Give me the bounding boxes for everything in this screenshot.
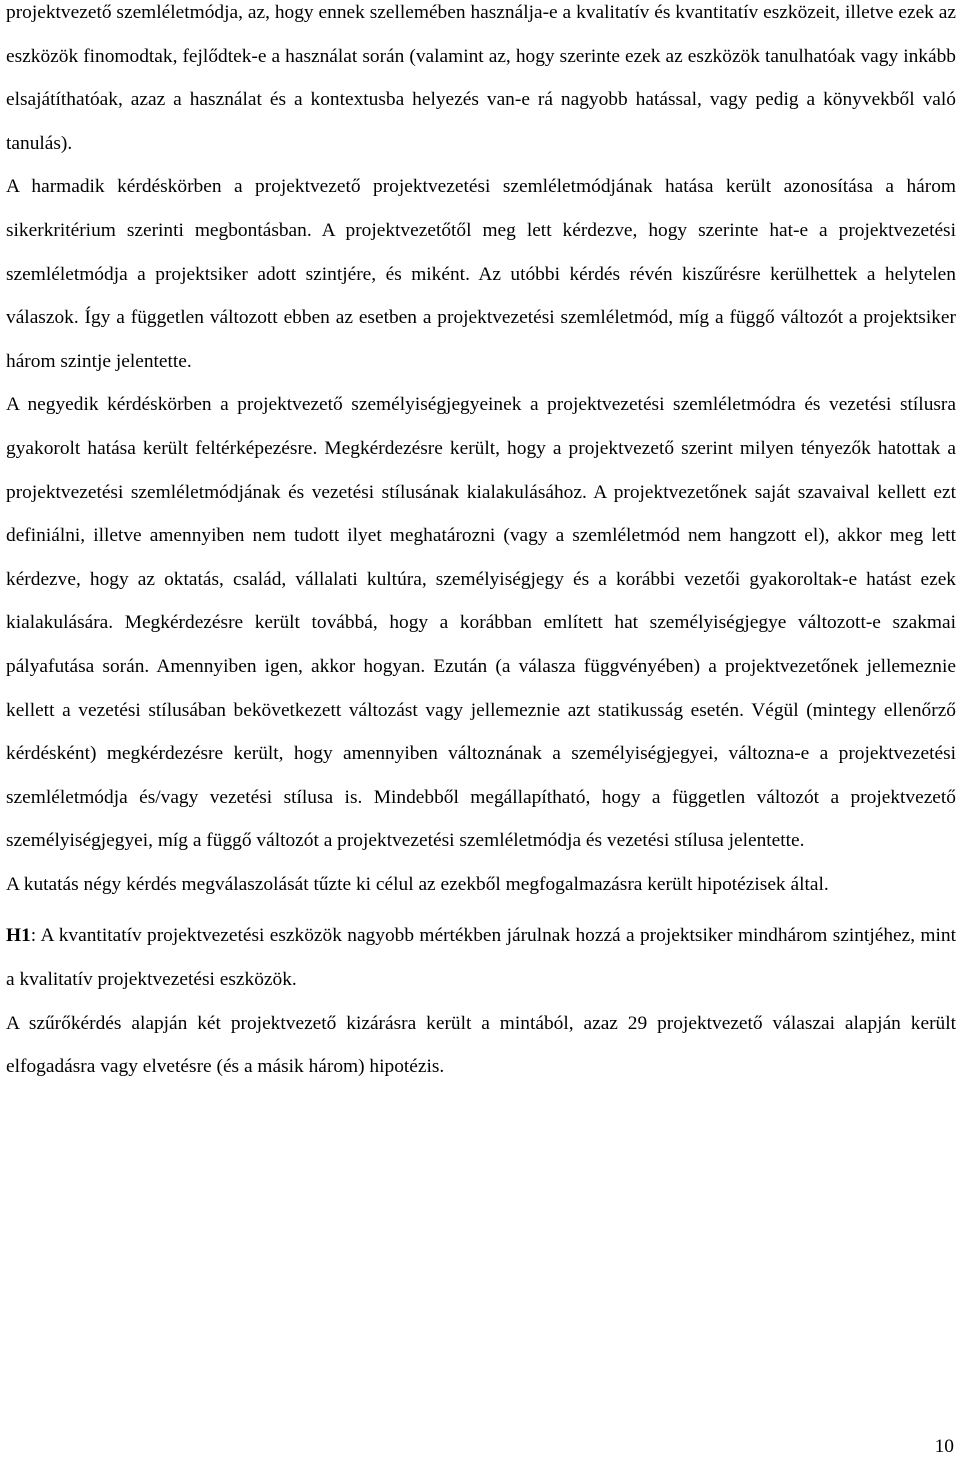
paragraph-screening-question: A szűrőkérdés alapján két projektvezető kizárásra került a mintából, azaz 29 projektvezető válaszai alapján került elfogadásra vagy elvetésre (és a másik három) hipotézis. <box>6 1012 956 1078</box>
page-number: 10 <box>934 1436 954 1457</box>
hypothesis-text: : A kvantitatív projektvezetési eszközök nagyobb mértékben járulnak hozzá a projektsiker mindhárom szintjéhez, mint a kvalitatív projektvezetési eszközök. <box>6 925 956 991</box>
hypothesis-label: H1 <box>6 925 31 947</box>
paragraph-fourth-question-area: A negyedik kérdéskörben a projektvezető személyiségjegyeinek a projektvezetési szemléletmódra és vezetési stílusra gyakorolt hatása került feltérképezésre. Megkérdezésre került, hogy a projektvezető szerint milyen tényezők hatottak a projektvezetési szemléletmódjának és vezetési stílusának kialakulásához. A projektvezetőnek saját szavaival kellett ezt definiálni, illetve amennyiben nem tudott ilyet meghatározni (vagy a szemléletmód nem hangzott el), akkor meg lett kérdezve, hogy az oktatás, család, vállalati kultúra, személyiségjegy és a korábbi vezetői gyakoroltak-e hatást ezek kialakulására. Megkérdezésre került továbbá, hogy a korábban említett hat személyiségjegye változott-e szakmai pályafutása során. Amennyiben igen, akkor hogyan. Ezután (a válasza függvényében) a projektvezetőnek jellemeznie kellett a vezetési stílusában bekövetkezett változást vagy jellemeznie azt statikusság esetén. Végül (mintegy ellenőrző kérdésként) megkérdezésre került, hogy amennyiben változnának a személyiségjegyei, változna-e a projektvezetési szemléletmódja és/vagy vezetési stílusa is. Mindebből megállapítható, hogy a független változót a projektvezető személyiségjegyei, míg a függő változót a projektvezetési szemléletmódja és vezetési stílusa jelentette. <box>6 394 956 852</box>
paragraph-interview-first-topic-end: projektvezető szemléletmódja, az, hogy ennek szellemében használja-e a kvalitatív és kvantitatív eszközeit, illetve ezek az eszközök finomodtak, fejlődtek-e a használat során (valamint az, hogy szerinte ezek az eszközök tanulhatóak vagy inkább elsajátíthatóak, azaz a használat és a kontextusba helyezés van-e rá nagyobb hatással, vagy pedig a könyvekből való tanulás). <box>6 2 956 154</box>
document-page <box>6 0 956 1089</box>
paragraph-research-questions: A kutatás négy kérdés megválaszolását tűzte ki célul az ezekből megfogalmazásra került hipotézisek által. <box>6 873 829 895</box>
paragraph-third-question-area: A harmadik kérdéskörben a projektvezető projektvezetési szemléletmódjának hatása került azonosítása a három sikerkritérium szerinti megbontásban. A projektvezetőtől meg lett kérdezve, hogy szerinte hat-e a projektvezetési szemléletmódja a projektsiker adott szintjére, és miként. Az utóbbi kérdés révén kiszűrésre kerülhettek a helytelen válaszok. Így a független változott ebben az esetben a projektvezetési szemléletmód, míg a függő változót a projektsiker három szintje jelentette. <box>6 176 956 372</box>
hypothesis-h1 <box>6 914 956 1001</box>
